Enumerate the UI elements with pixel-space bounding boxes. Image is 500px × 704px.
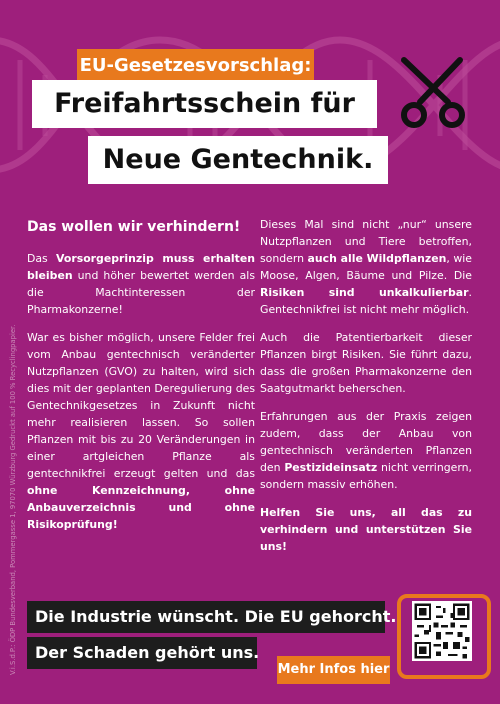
paragraph [260, 329, 472, 397]
proposal-tag: EU-Gesetzesvorschlag: [77, 49, 314, 82]
paragraph [27, 250, 255, 318]
headline-line-1: Freifahrtsschein für [32, 80, 377, 128]
emphasis-text: auch alle Wildpflanzen [307, 252, 447, 265]
paragraph [260, 408, 472, 493]
qr-code-icon[interactable] [412, 601, 472, 661]
slogan-bar-1: Die Industrie wünscht. Die EU gehorcht. [27, 601, 385, 633]
text-run: Das [27, 252, 57, 265]
emphasis-text: Helfen Sie uns, all das zu verhindern und unterstützen Sie uns! [260, 506, 472, 553]
text-run: Erfahrungen aus der Praxis zeigen zudem, dass der Anbau von gentechnisch veränderten Pflanzen den [260, 410, 472, 474]
call-to-action [260, 504, 472, 555]
emphasis-text: Risiken sind unkalkulierbar [260, 286, 469, 299]
emphasis-text: Vorsorgeprinzip muss erhalten bleiben [27, 252, 255, 282]
text-run: und höher bewertet werden als die Machtinteressen der Pharmakonzerne! [27, 269, 255, 316]
text-run: War es bisher möglich, unsere Felder frei vom Anbau gentechnisch veränderter Nutzpflanzen (GVO) zu halten, wird sich dies mit der geplanten Deregulierung des Gentechnikgesetzes in Zukunft nicht mehr realisieren lassen. So sollen Pflanzen mit bis zu 20 Veränderungen in einer artgleichen Pflanze als gentechnikfrei erzeugt gelten und das [27, 331, 255, 480]
text-run: nicht verringern, sondern massiv erhöhen. [260, 461, 472, 491]
emphasis-text: Pestizideinsatz [284, 461, 378, 474]
emphasis-text: ohne Kennzeichnung, ohne Anbauverzeichnis und ohne Risikoprüfung! [27, 484, 255, 531]
text-run: . Gentechnikfrei ist nicht mehr möglich. [260, 286, 472, 316]
scissors-icon [390, 52, 474, 130]
left-column [27, 216, 255, 544]
right-column [260, 216, 472, 566]
more-info-button[interactable]: Mehr Infos hier [277, 656, 390, 684]
imprint-text: V.i.S.d.P.: ÖDP Bundesverband, Pommergasse 1, 97070 Würzburg Gedruckt auf 100 % Recyclingpapier. [9, 324, 17, 675]
paragraph [260, 216, 472, 318]
text-run: Dieses Mal sind nicht „nur“ unsere Nutzpflanzen und Tiere betroffen, sondern [260, 218, 472, 265]
section-heading: Das wollen wir verhindern! [27, 219, 241, 235]
slogan-bar-2: Der Schaden gehört uns. [27, 637, 257, 669]
text-run: Auch die Patentierbarkeit dieser Pflanzen birgt Risiken. Sie führt dazu, dass die großen Pharmakonzerne den Saatgutmarkt beherschen. [260, 331, 472, 395]
paragraph [27, 329, 255, 533]
headline-line-2: Neue Gentechnik. [88, 136, 388, 184]
text-run: , wie Moose, Algen, Bäume und Pilze. Die [260, 252, 472, 282]
